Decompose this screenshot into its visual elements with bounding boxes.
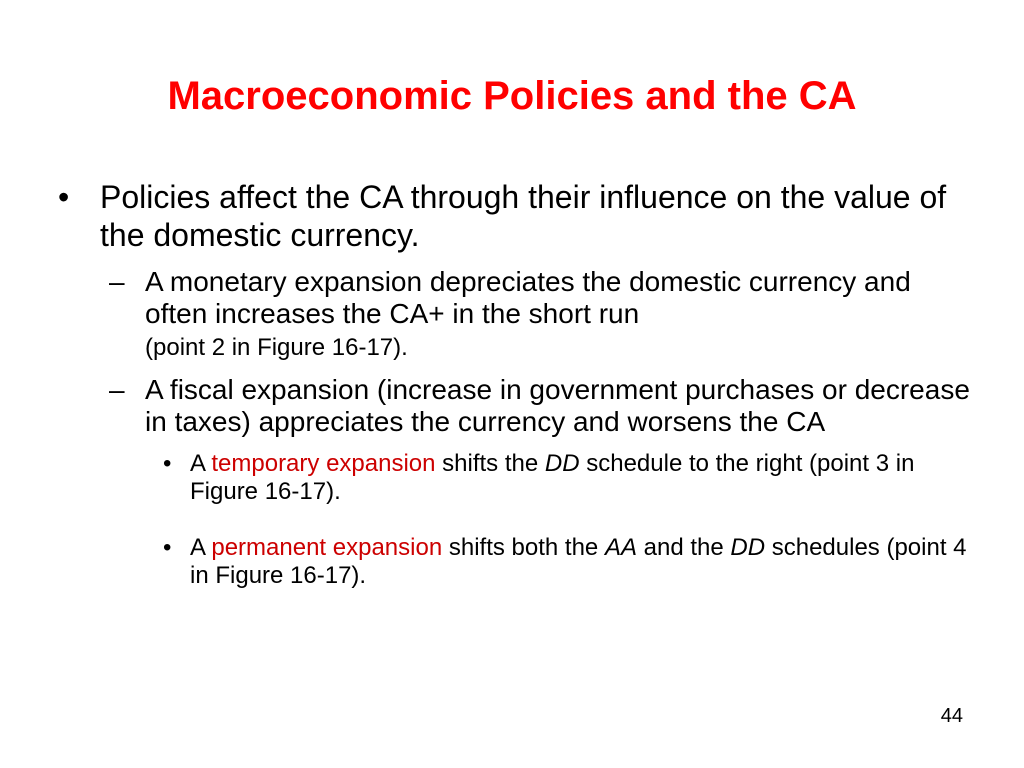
highlight-temporary-expansion: temporary expansion: [211, 450, 436, 477]
sub-bullet-text: A fiscal expansion (increase in government purchases or decrease in taxes) appreciates the currency and worsens the CA: [145, 374, 970, 437]
text-segment: schedules (point 4 in Figure 16-17).: [190, 534, 967, 589]
bullet-dot-icon: •: [163, 450, 172, 477]
page-number: 44: [940, 705, 963, 727]
bullet-dot-icon: •: [58, 179, 70, 215]
text-segment: schedule to the right (point 3 in Figure 16-17).: [190, 450, 915, 505]
text-segment: A: [190, 534, 212, 561]
italic-dd: DD: [730, 534, 766, 561]
sub-bullet-fiscal-expansion: [109, 374, 978, 438]
sub-sub-bullet-temporary-expansion: [163, 450, 978, 506]
italic-aa: AA: [604, 534, 637, 561]
bullet-text: Policies affect the CA through their influence on the value of the domestic currency.: [100, 179, 947, 253]
text-segment: A: [190, 450, 212, 477]
text-segment: shifts the: [435, 450, 545, 477]
dash-icon: –: [109, 266, 125, 297]
sub-bullet-monetary-expansion: [109, 266, 978, 362]
highlight-permanent-expansion: permanent expansion: [211, 534, 443, 561]
text-segment: shifts both the: [442, 534, 605, 561]
sub-bullet-text: A monetary expansion depreciates the domestic currency and often increases the CA+ in the short run: [145, 266, 911, 329]
sub-sub-bullet-permanent-expansion: [163, 534, 978, 590]
dash-icon: –: [109, 374, 125, 405]
slide-content: [58, 178, 978, 598]
bullet-policies-affect-ca: [58, 178, 978, 254]
sub-bullet-note: (point 2 in Figure 16-17).: [145, 334, 408, 361]
text-segment: and the: [636, 534, 731, 561]
slide-title: Macroeconomic Policies and the CA: [167, 74, 857, 118]
italic-dd: DD: [544, 450, 580, 477]
bullet-dot-icon: •: [163, 534, 172, 561]
